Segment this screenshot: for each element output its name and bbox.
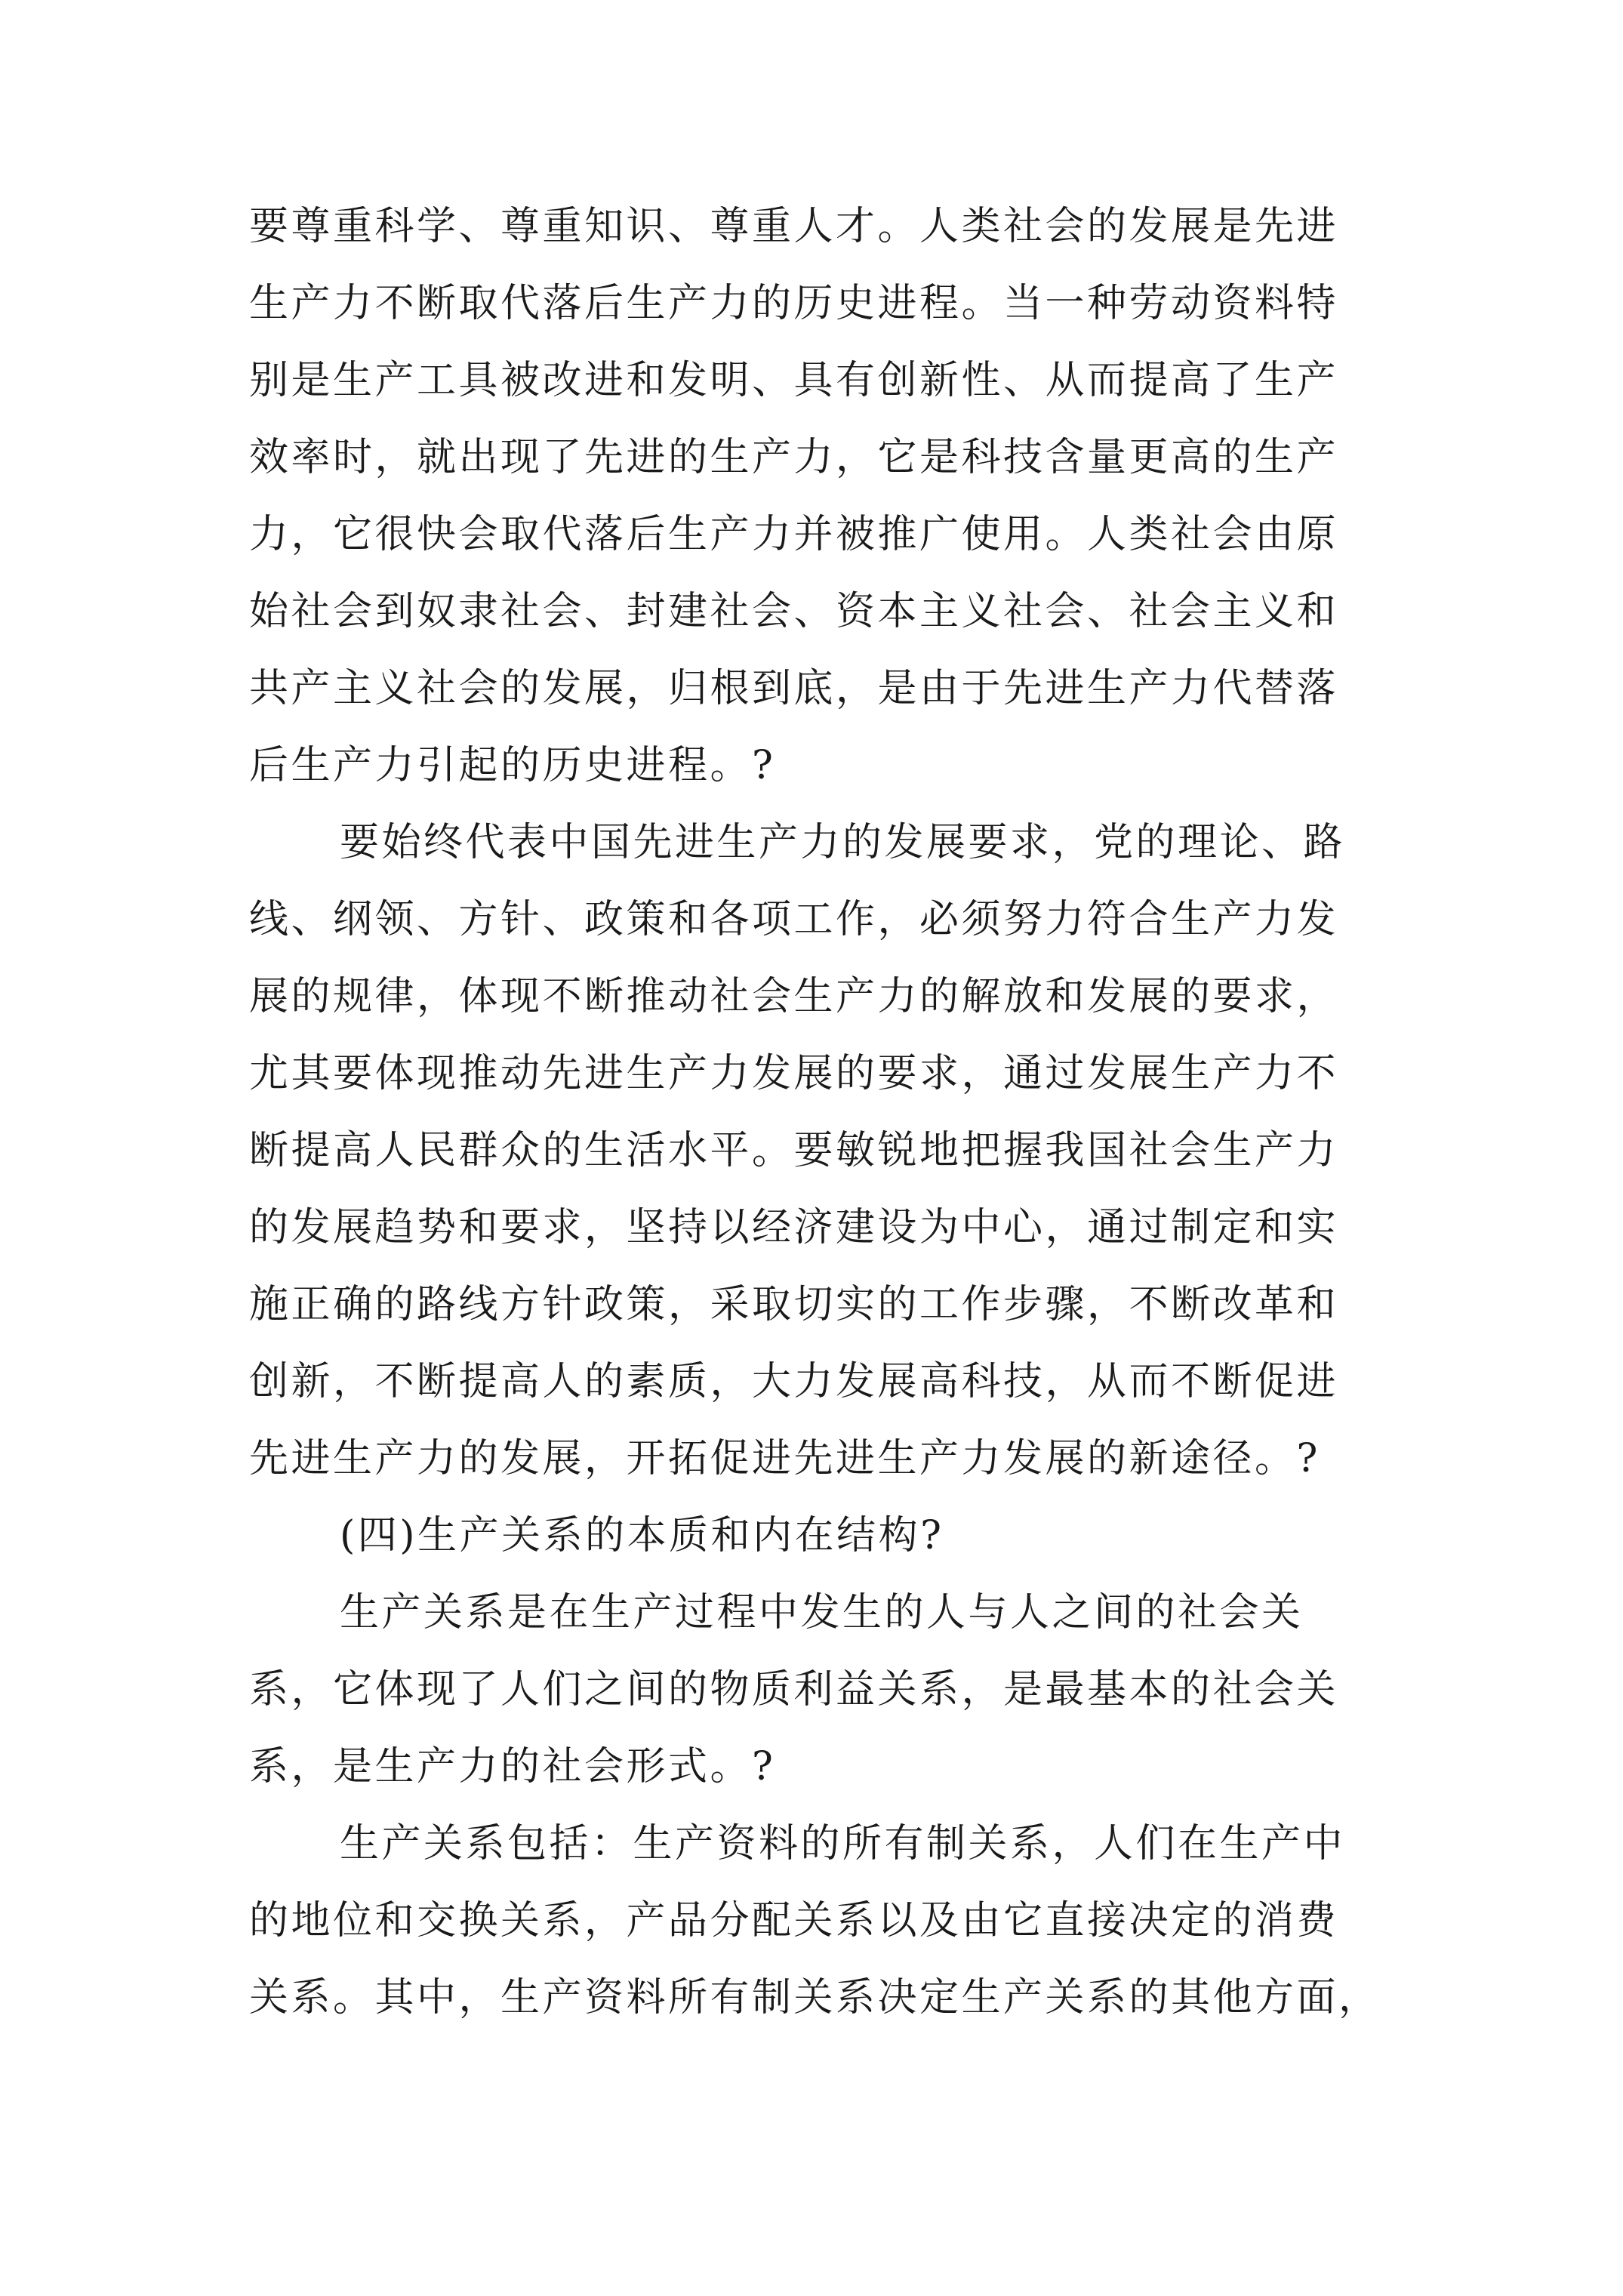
text-line: 展的规律，体现不断推动社会生产力的解放和发展的要求，	[249, 974, 1339, 1019]
text-line: 的地位和交换关系，产品分配关系以及由它直接决定的消费	[249, 1898, 1339, 1943]
text-line: 后生产力引起的历史进程。?	[249, 743, 776, 788]
text-line: 共产主义社会的发展，归根到底，是由于先进生产力代替落	[249, 666, 1339, 711]
text-line: 关系。其中，生产资料所有制关系决定生产关系的其他方面，	[249, 1975, 1381, 2020]
text-line: 断提高人民群众的生活水平。要敏锐地把握我国社会生产力	[249, 1128, 1339, 1173]
text-line: 别是生产工具被改进和发明、具有创新性、从而提高了生产	[249, 358, 1339, 403]
text-line: 系，它体现了人们之间的物质利益关系，是最基本的社会关	[249, 1667, 1339, 1712]
text-line: 要尊重科学、尊重知识、尊重人才。人类社会的发展是先进	[249, 204, 1339, 249]
text-line: 系，是生产力的社会形式。?	[249, 1744, 776, 1789]
text-line: 创新，不断提高人的素质，大力发展高科技，从而不断促进	[249, 1359, 1339, 1404]
text-line: 力，它很快会取代落后生产力并被推广使用。人类社会由原	[249, 512, 1339, 557]
text-line: 的发展趋势和要求，坚持以经济建设为中心，通过制定和实	[249, 1205, 1339, 1250]
text-line: 施正确的路线方针政策，采取切实的工作步骤，不断改革和	[249, 1282, 1339, 1327]
paragraph-first-line: 要始终代表中国先进生产力的发展要求，党的理论、路	[340, 820, 1346, 865]
text-line: 尤其要体现推动先进生产力发展的要求，通过发展生产力不	[249, 1051, 1339, 1096]
text-line: 生产力不断取代落后生产力的历史进程。当一种劳动资料特	[249, 281, 1339, 326]
text-line: 始社会到奴隶社会、封建社会、资本主义社会、社会主义和	[249, 589, 1339, 634]
section-heading: (四)生产关系的本质和内在结构?	[340, 1513, 944, 1558]
paragraph-first-line: 生产关系是在生产过程中发生的人与人之间的社会关	[340, 1590, 1304, 1635]
text-line: 线、纲领、方针、政策和各项工作，必须努力符合生产力发	[249, 897, 1339, 942]
paragraph-first-line: 生产关系包括：生产资料的所有制关系，人们在生产中	[340, 1821, 1346, 1866]
text-line: 效率时，就出现了先进的生产力，它是科技含量更高的生产	[249, 435, 1339, 480]
text-line: 先进生产力的发展，开拓促进先进生产力发展的新途径。?	[249, 1436, 1320, 1481]
